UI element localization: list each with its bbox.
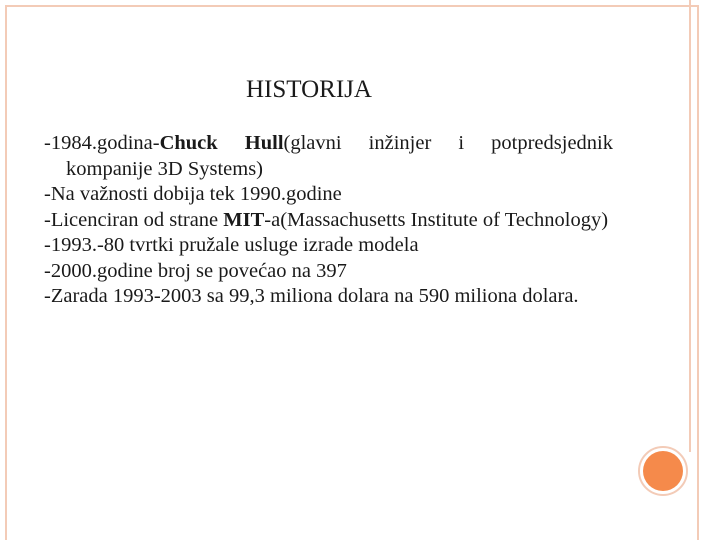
content-list [44,131,613,310]
institution-name: MIT [223,208,265,231]
list-item: -Licenciran od strane MIT-a(Massachusetts Institute of Technology) [44,208,609,231]
list-item: -1993.-80 tvrtki pružale usluge izrade modela [44,234,419,256]
person-name: Chuck Hull [159,132,284,154]
decorative-circle-dot [643,451,683,491]
list-item: -2000.godine broj se povećao na 397 [44,259,347,282]
decorative-vertical-line [689,0,691,452]
list-item: -1984.godina-Chuck Hull(glavni inžinjer i potpredsjednik kompanije 3D Systems) [44,132,613,180]
list-item: -Zarada 1993-2003 sa 99,3 miliona dolara na 590 miliona dolara. [44,285,579,307]
slide-title: HISTORIJA [246,76,372,103]
list-item: -Na važnosti dobija tek 1990.godine [44,183,342,205]
